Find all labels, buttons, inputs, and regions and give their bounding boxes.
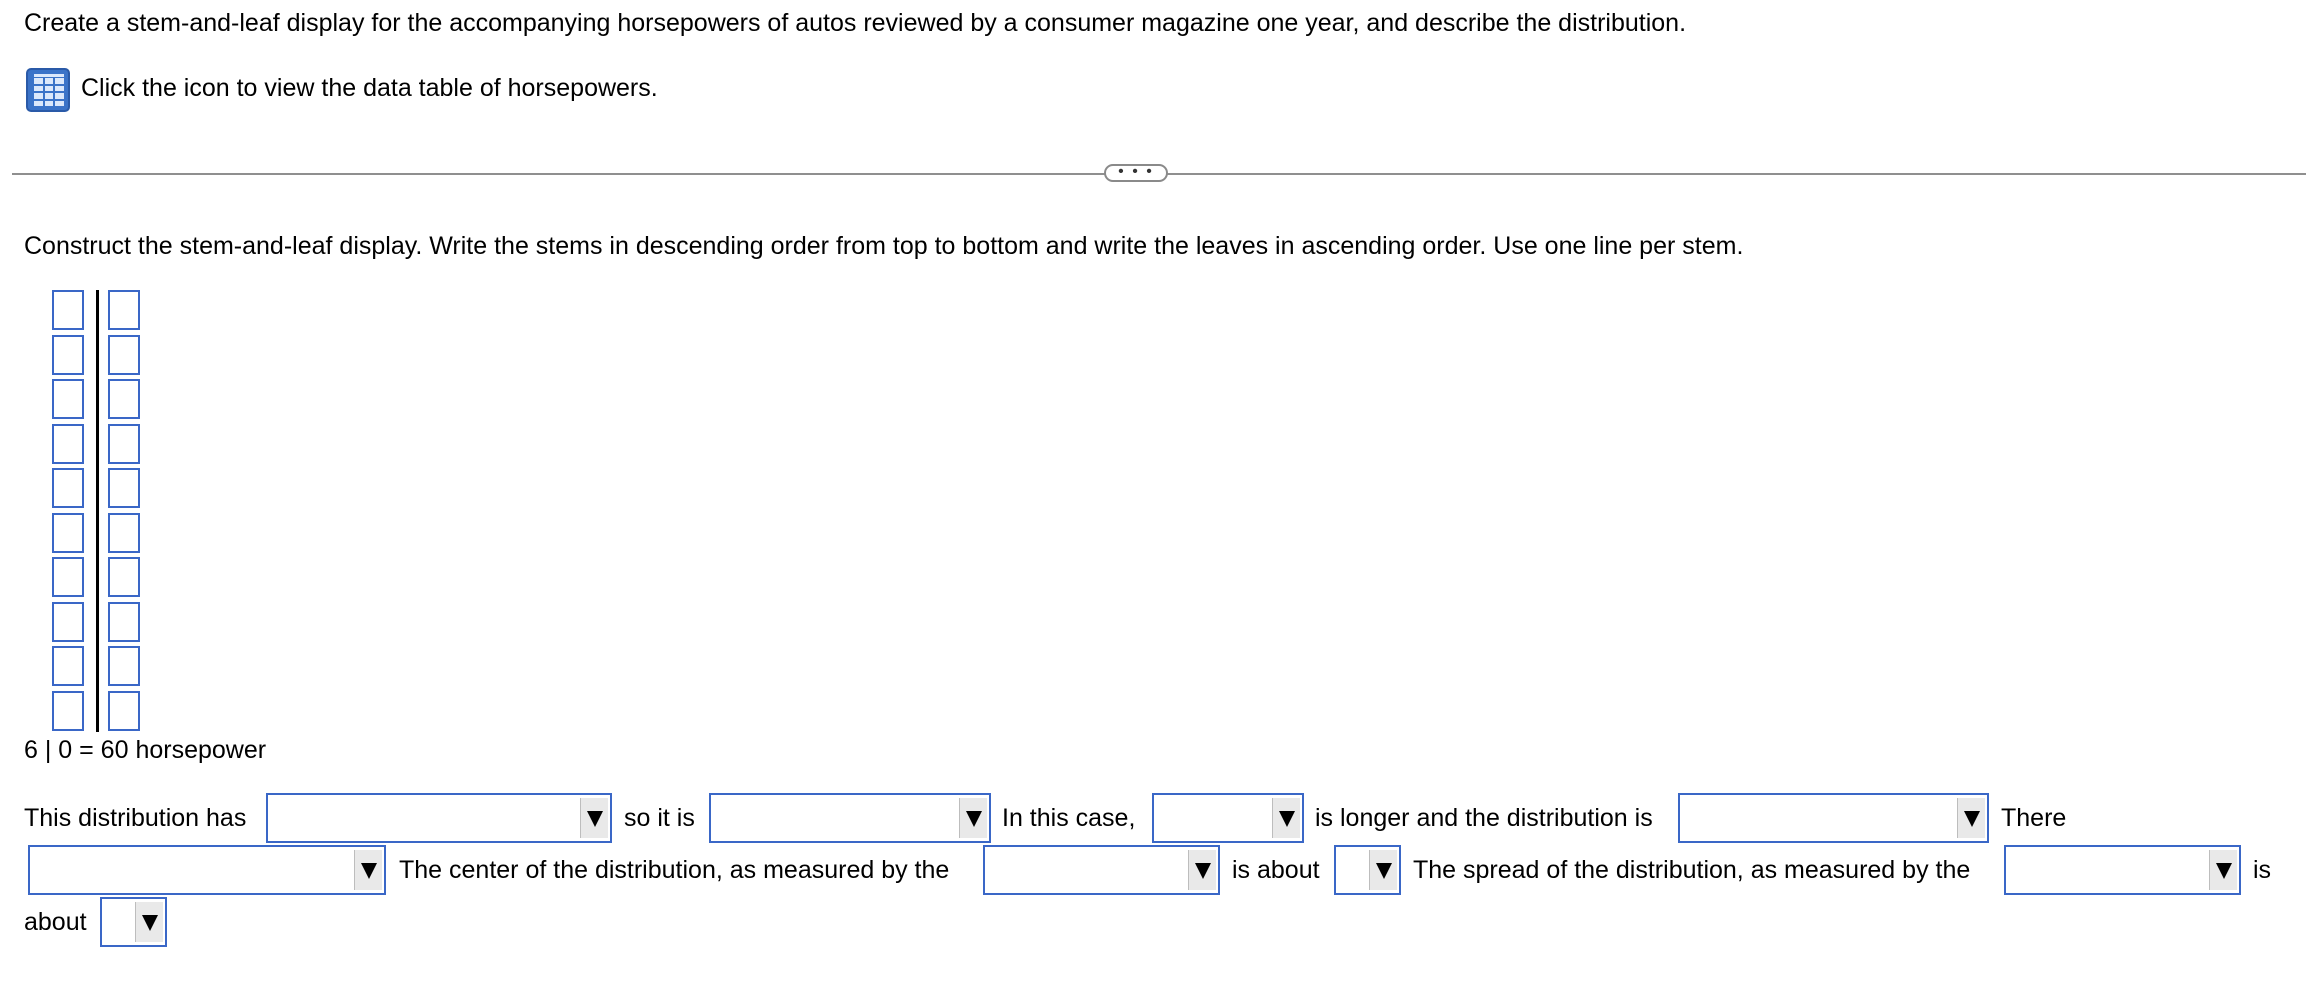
tail-select[interactable] (1152, 793, 1304, 843)
expand-button[interactable]: • • • (1104, 164, 1168, 182)
leaf-input-1[interactable] (108, 290, 140, 330)
chevron-down-icon (580, 798, 608, 838)
leaf-input-7[interactable] (108, 557, 140, 597)
center-measure-select[interactable] (983, 845, 1220, 895)
chevron-down-icon (135, 902, 163, 942)
describe-text-3: In this case, (1002, 804, 1136, 832)
leaf-input-2[interactable] (108, 335, 140, 375)
stem-input-3[interactable] (52, 379, 84, 419)
leaf-input-5[interactable] (108, 468, 140, 508)
data-table-link-text: Click the icon to view the data table of horsepowers. (81, 74, 658, 102)
describe-text-8: The spread of the distribution, as measured by the (1413, 856, 1971, 884)
spread-measure-select[interactable] (2004, 845, 2241, 895)
peaks-select[interactable] (266, 793, 612, 843)
chevron-down-icon (2209, 850, 2237, 890)
outliers-select[interactable] (28, 845, 386, 895)
describe-text-2: so it is (624, 804, 695, 832)
chevron-down-icon (1188, 850, 1216, 890)
instructions-text: Construct the stem-and-leaf display. Write the stems in descending order from top to bottom and write the leaves in ascending order. Use one line per stem. (24, 232, 1744, 260)
stem-input-10[interactable] (52, 691, 84, 731)
describe-text-1: This distribution has (24, 804, 247, 832)
stem-input-2[interactable] (52, 335, 84, 375)
spread-value-select[interactable] (100, 897, 167, 947)
stem-input-5[interactable] (52, 468, 84, 508)
leaf-input-10[interactable] (108, 691, 140, 731)
chevron-down-icon (1369, 850, 1397, 890)
question-prompt: Create a stem-and-leaf display for the accompanying horsepowers of autos reviewed by a consumer magazine one year, and describe the distribution. (24, 9, 1687, 37)
stem-input-1[interactable] (52, 290, 84, 330)
leaf-input-4[interactable] (108, 424, 140, 464)
stem-input-9[interactable] (52, 646, 84, 686)
stem-leaf-key: 6 | 0 = 60 horsepower (24, 736, 267, 764)
stem-input-6[interactable] (52, 513, 84, 553)
leaf-input-9[interactable] (108, 646, 140, 686)
leaf-input-3[interactable] (108, 379, 140, 419)
describe-text-6: The center of the distribution, as measured by the (399, 856, 950, 884)
chevron-down-icon (354, 850, 382, 890)
describe-text-5: There (2001, 804, 2067, 832)
modality-select[interactable] (709, 793, 991, 843)
data-table-icon[interactable] (26, 68, 70, 112)
leaf-input-6[interactable] (108, 513, 140, 553)
describe-text-7: is about (1232, 856, 1320, 884)
center-value-select[interactable] (1334, 845, 1401, 895)
describe-text-10: about (24, 908, 87, 936)
leaf-input-8[interactable] (108, 602, 140, 642)
stem-leaf-separator (96, 290, 99, 732)
stem-input-7[interactable] (52, 557, 84, 597)
describe-text-9: is (2253, 856, 2272, 884)
chevron-down-icon (959, 798, 987, 838)
stem-input-4[interactable] (52, 424, 84, 464)
stem-input-8[interactable] (52, 602, 84, 642)
chevron-down-icon (1272, 798, 1300, 838)
chevron-down-icon (1957, 798, 1985, 838)
describe-text-4: is longer and the distribution is (1315, 804, 1653, 832)
skew-select[interactable] (1678, 793, 1989, 843)
